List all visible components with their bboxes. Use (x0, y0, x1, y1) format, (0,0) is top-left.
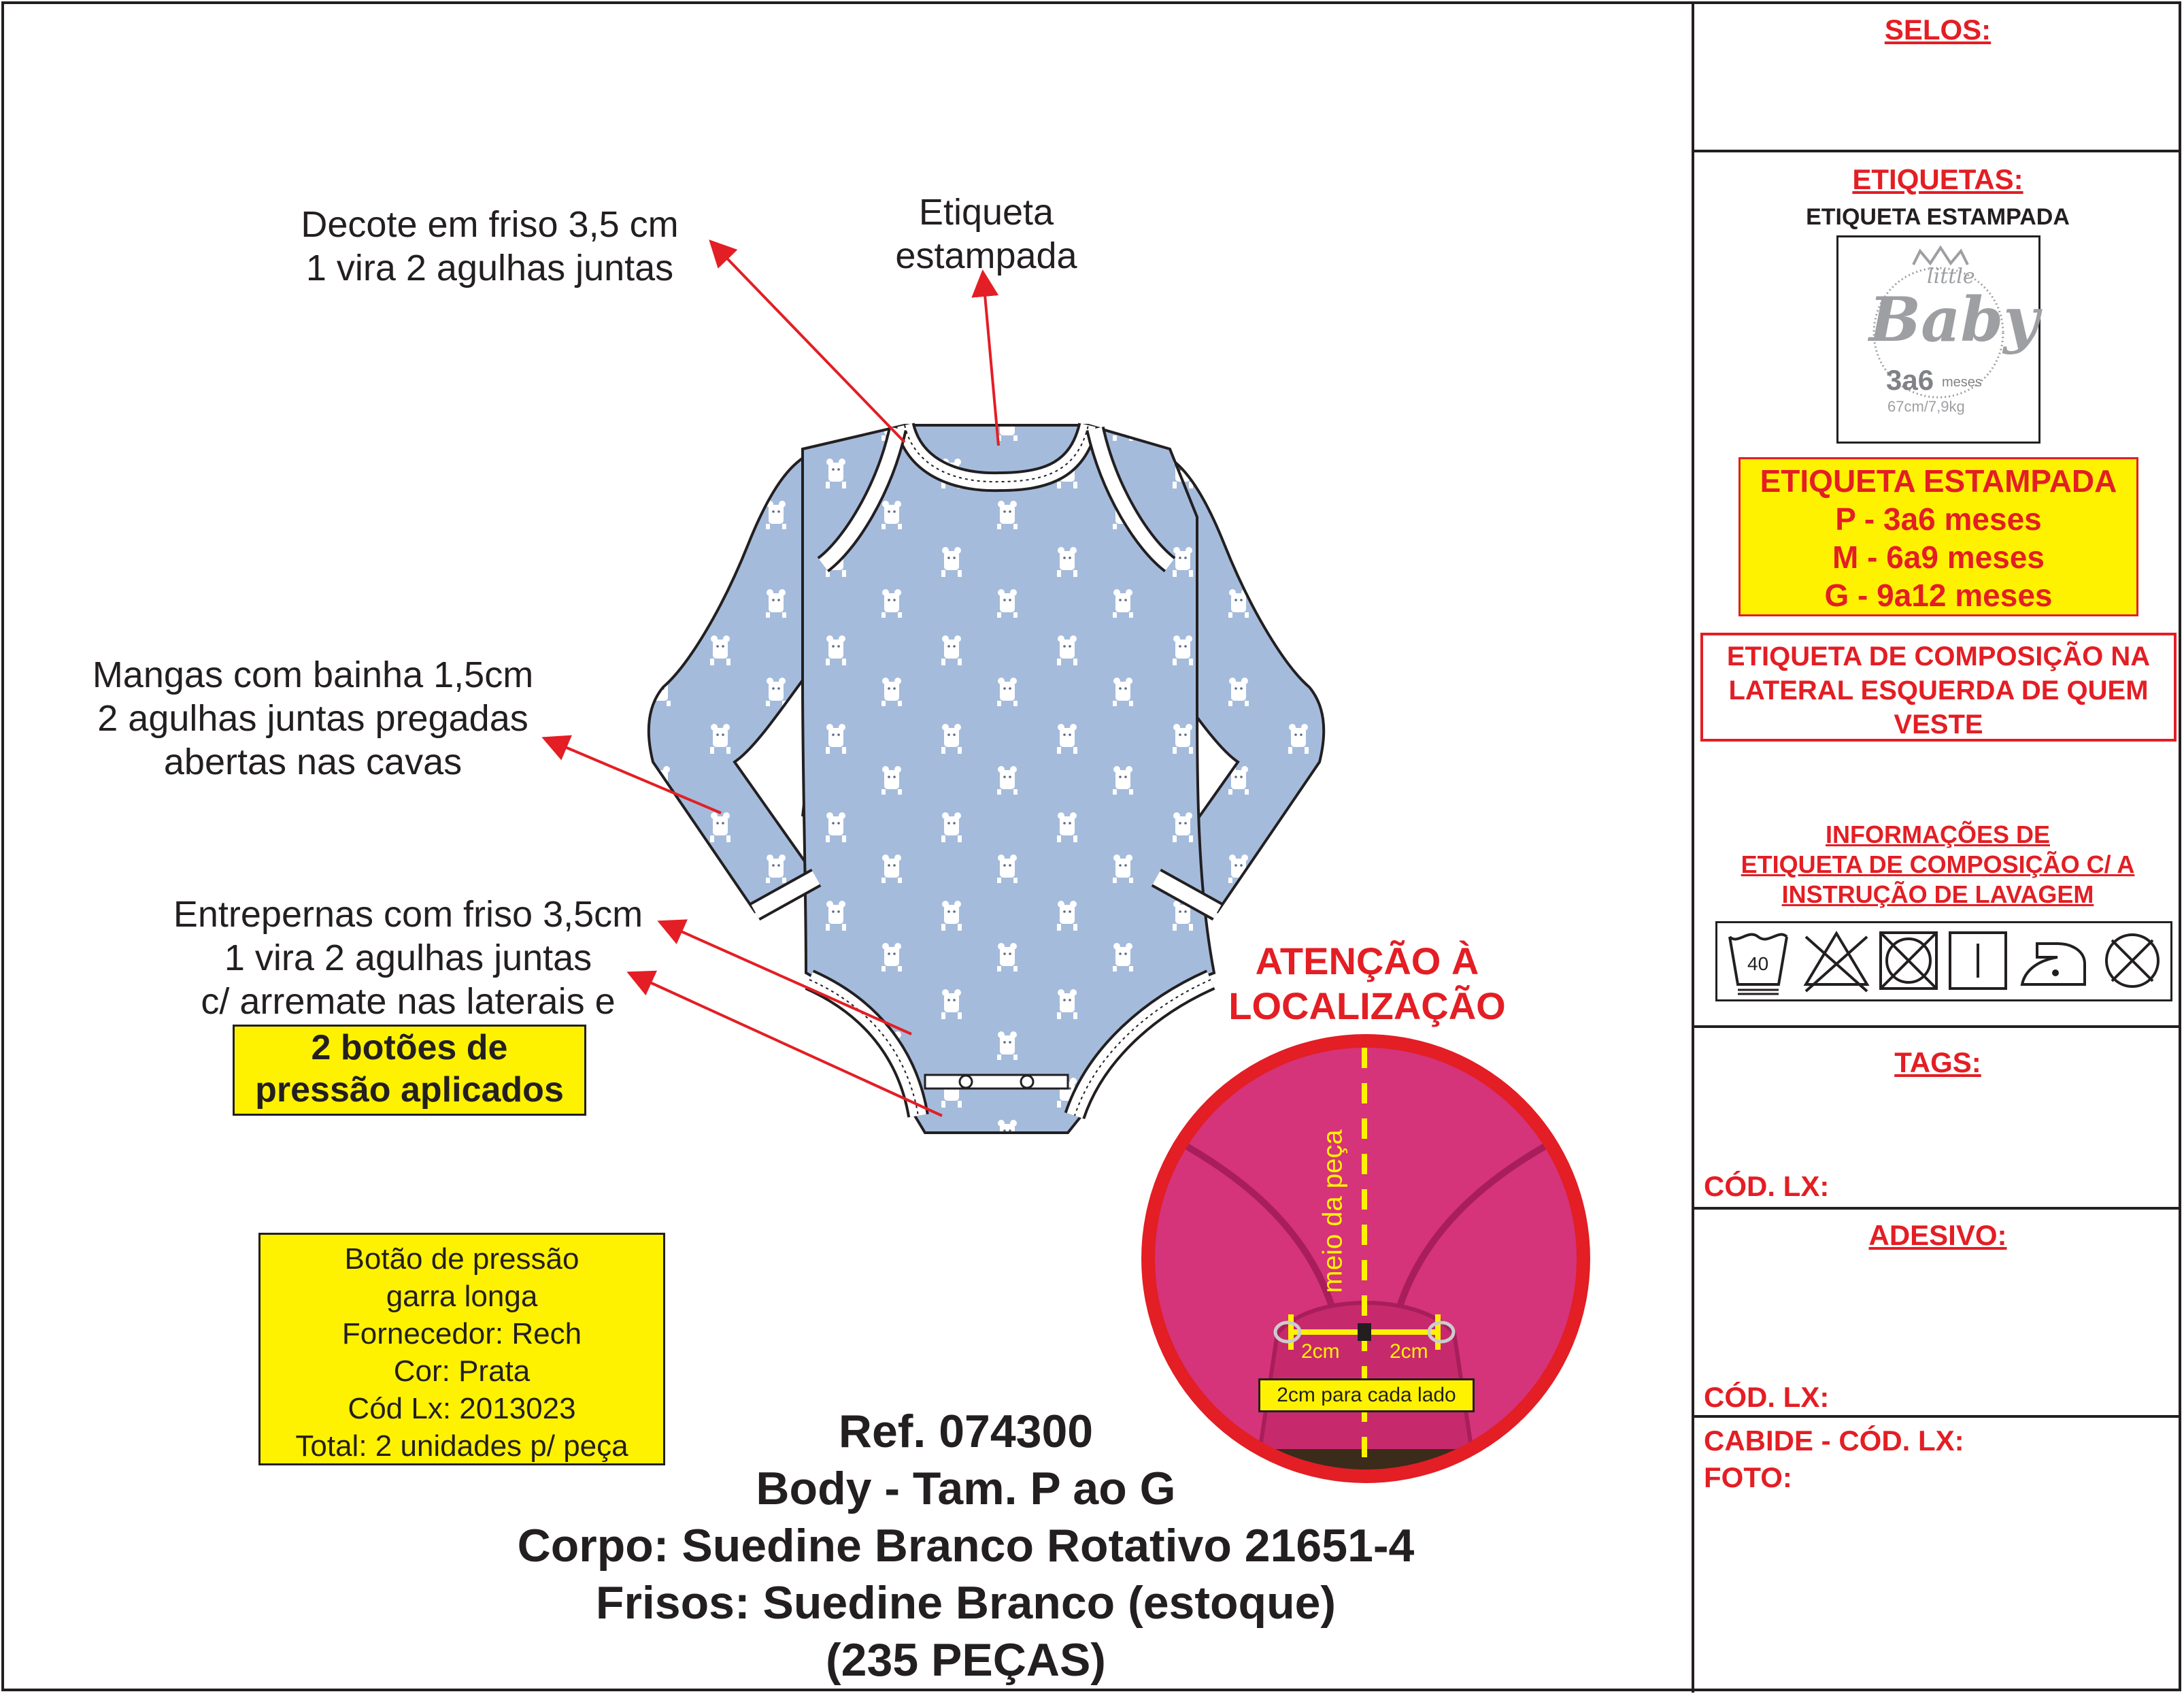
sizes-box-title: ETIQUETA ESTAMPADA (1760, 463, 2117, 499)
middle-label: meio da peça (1317, 1129, 1348, 1293)
label-crown-text: little (1927, 265, 1975, 288)
middle-label-wrapper (1306, 1116, 1355, 1320)
composicao-box (1700, 633, 2177, 742)
reference-quantity: (235 PEÇAS) (826, 1634, 1106, 1686)
info-composicao-line-2: ETIQUETA DE COMPOSIÇÃO C/ A (1741, 850, 2135, 878)
button-spec-line-2: garra longa (386, 1280, 538, 1313)
line-dry-icon (1950, 933, 2006, 989)
care-icons-box (1715, 921, 2172, 1001)
size-p: P - 3a6 meses (1835, 501, 2042, 537)
sidebar-rule-4 (1692, 1415, 2181, 1418)
note-mangas-line-1: Mangas com bainha 1,5cm (92, 654, 534, 695)
highlight-botoes-line-1: 2 botões de (311, 1028, 508, 1067)
tags-title: TAGS: (1894, 1046, 1981, 1078)
reference-body-fabric: Corpo: Suedine Branco Rotativo 21651-4 (517, 1520, 1415, 1572)
attention-title-line-2: LOCALIZAÇÃO (1228, 984, 1506, 1027)
etiqueta-estampada-label: ETIQUETA ESTAMPADA (1806, 204, 2070, 230)
note-decote (258, 203, 721, 290)
note-entrepernas (150, 893, 667, 1023)
button-spec-line-5: Cód Lx: 2013023 (348, 1392, 576, 1425)
size-g: G - 9a12 meses (1824, 578, 2053, 613)
info-composicao-line-3: INSTRUÇÃO DE LAVAGEM (1781, 880, 2094, 908)
wash-temp: 40 (1747, 953, 1769, 974)
button-spec-line-6: Total: 2 unidades p/ peça (295, 1429, 628, 1463)
note-etiqueta-line-1: Etiqueta (918, 192, 1054, 233)
iron-low-icon (2022, 944, 2085, 984)
selos-title: SELOS: (1884, 14, 1992, 46)
note-decote-line-1: Decote em friso 3,5 cm (301, 204, 679, 245)
attention-title-line-1: ATENÇÃO À (1255, 940, 1479, 982)
cabide-cod-lx: CABIDE - CÓD. LX: (1704, 1425, 1964, 1457)
adesivo-title: ADESIVO: (1868, 1219, 2007, 1251)
note-etiqueta-line-2: estampada (895, 235, 1077, 276)
foto-label: FOTO: (1704, 1461, 1792, 1493)
adesivo-cod-lx: CÓD. LX: (1704, 1381, 1830, 1413)
composicao-line-2: LATERAL ESQUERDA DE QUEM (1728, 676, 2149, 705)
care-icons (1717, 923, 2170, 999)
highlight-botoes (233, 1025, 586, 1116)
note-decote-line-2: 1 vira 2 agulhas juntas (305, 248, 674, 288)
note-mangas-line-3: abertas nas cavas (163, 742, 463, 782)
note-mangas (54, 653, 571, 784)
tags-cod-lx: CÓD. LX: (1704, 1170, 1830, 1202)
label-size: 3a6 (1886, 364, 1934, 396)
reference-code: Ref. 074300 (838, 1406, 1094, 1457)
composicao-line-1: ETIQUETA DE COMPOSIÇÃO NA (1726, 642, 2151, 671)
measure-note: 2cm para cada lado (1258, 1378, 1475, 1412)
no-dry-clean-icon (2106, 935, 2158, 986)
etiquetas-title: ETIQUETAS: (1852, 163, 2023, 195)
note-mangas-line-2: 2 agulhas juntas pregadas (97, 698, 528, 739)
button-spec-line-4: Cor: Prata (393, 1355, 531, 1388)
info-composicao-line-1: INFORMAÇÕES DE (1825, 820, 2050, 848)
sidebar-rule-2 (1692, 1025, 2181, 1028)
size-m: M - 6a9 meses (1832, 539, 2045, 575)
info-composicao (1694, 820, 2181, 910)
note-entrepernas-line-2: 1 vira 2 agulhas juntas (224, 937, 592, 978)
composicao-line-3: VESTE (1894, 710, 1983, 740)
highlight-botoes-line-2: pressão aplicados (255, 1070, 564, 1110)
attention-title (1204, 939, 1530, 1029)
button-spec-line-1: Botão de pressão (344, 1242, 579, 1276)
reference-trim-fabric: Frisos: Suedine Branco (estoque) (595, 1577, 1337, 1629)
button-spec-line-3: Fornecedor: Rech (341, 1317, 582, 1350)
label-measures: 67cm/7,9kg (1887, 398, 1965, 415)
no-tumble-dry-icon (1881, 933, 1936, 989)
measure-left: 2cm (1301, 1340, 1340, 1363)
attention-photo-inner (1155, 1048, 1577, 1469)
attention-photo (1141, 1034, 1590, 1483)
note-etiqueta (850, 190, 1122, 278)
sidebar-rule-1 (1692, 150, 2181, 152)
reference-product: Body - Tam. P ao G (756, 1463, 1176, 1514)
note-entrepernas-line-1: Entrepernas com friso 3,5cm (173, 894, 643, 935)
label-brand: Baby (1869, 284, 2039, 356)
no-bleach-icon (1806, 933, 1867, 991)
note-entrepernas-line-3: c/ arremate nas laterais e (201, 981, 616, 1022)
arrow-etiqueta (983, 272, 998, 446)
label-size-unit: meses (1942, 375, 1982, 390)
label-image (1836, 235, 2040, 444)
sizes-box (1738, 457, 2138, 616)
sidebar-rule-3 (1692, 1207, 2181, 1210)
measure-right: 2cm (1390, 1340, 1428, 1363)
